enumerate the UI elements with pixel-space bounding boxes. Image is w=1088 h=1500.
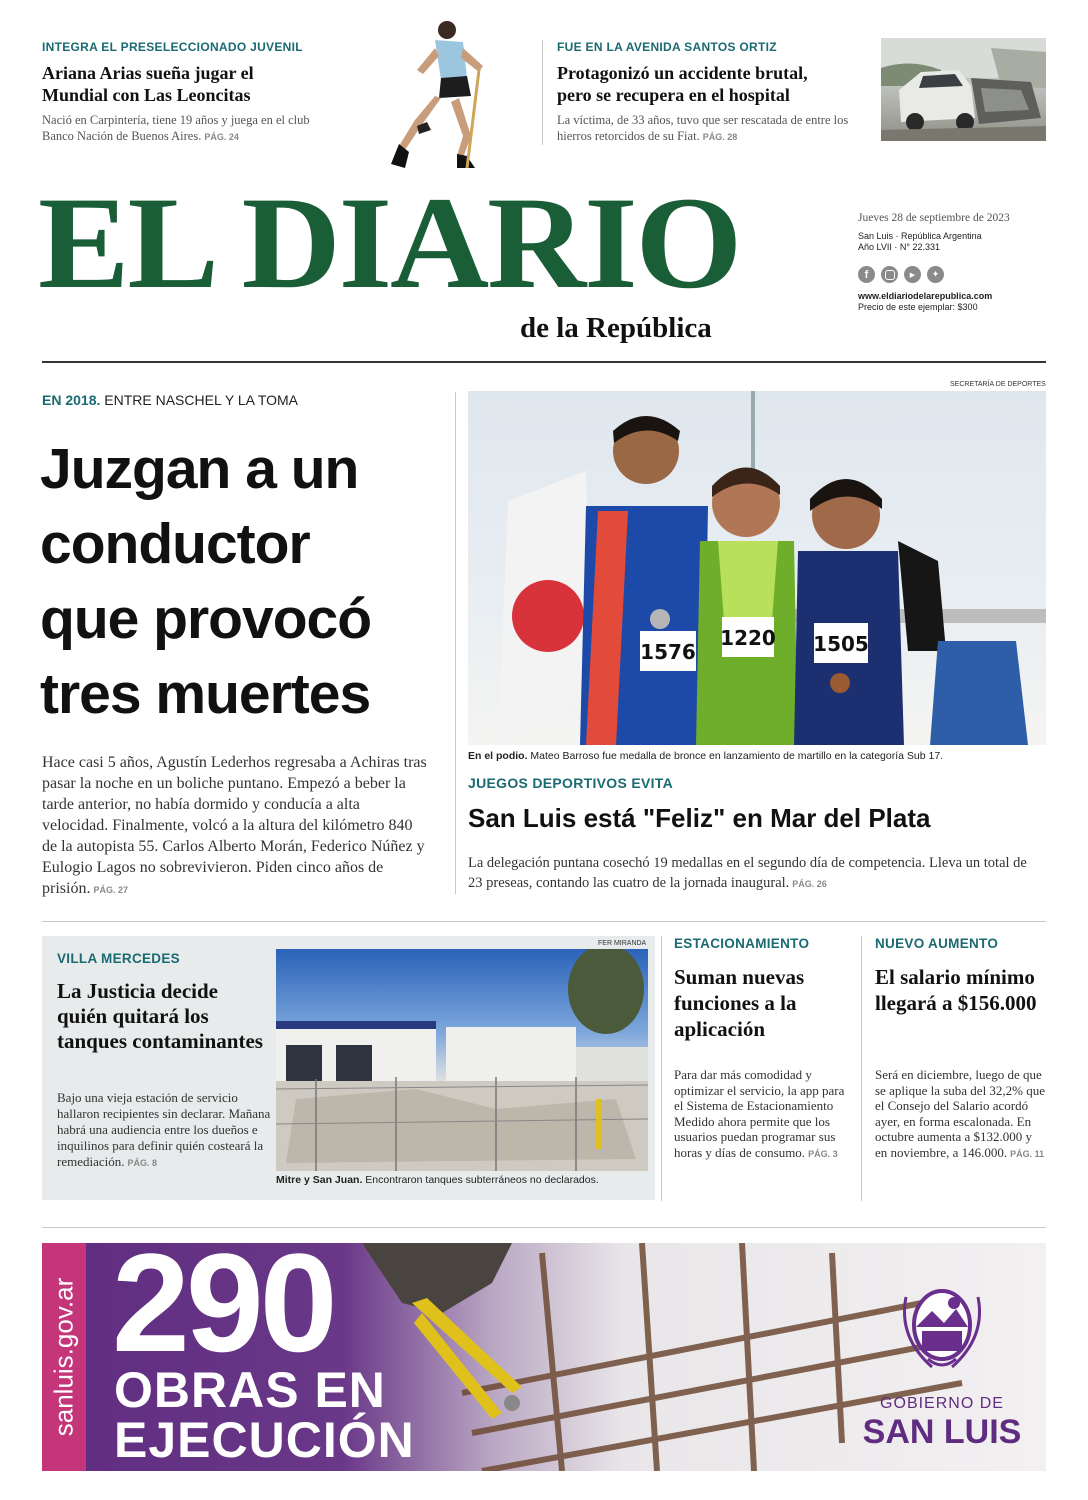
edition-info [858, 212, 1058, 312]
page-ref: PÁG. 27 [93, 885, 128, 895]
youtube-icon[interactable]: ▶ [904, 266, 921, 283]
mercedes-headline[interactable]: La Justicia decide quién quitará los tanques contaminantes [57, 979, 263, 1053]
headline-line: conductor [40, 512, 310, 576]
column-divider [861, 936, 862, 1201]
parking-body: Para dar más comodidad y optimizar el servicio, la app para el Sistema de Estacionamiento Medido ahora permite que los usuarios puedan programar sus horas y días de consumo. PÁG. 3 [674, 1067, 845, 1160]
social-icons [858, 266, 1058, 283]
gov-label: GOBIERNO DE [880, 1395, 1004, 1412]
column-divider [661, 936, 662, 1201]
lead-headline[interactable] [40, 432, 450, 732]
page-ref: PÁG. 24 [204, 132, 239, 142]
teaser-divider [542, 40, 543, 145]
salary-body: Será en diciembre, luego de que se aplique la suba del 32,2% que el Consejo del Salario acordó ayer, en forma escalonada. En octubre aumenta a $132.000 y en noviembre, a 146.000. PÁG. 11 [875, 1067, 1046, 1160]
masthead-name: EL DIARIO [38, 169, 741, 316]
hockey-player-photo [375, 18, 495, 173]
teaser-body: La víctima, de 33 años, tuvo que ser rescatada de entre los hierros retorcidos de su Fiat. PÁG. 28 [557, 113, 849, 143]
page-ref: PÁG. 11 [1010, 1148, 1045, 1159]
website-link[interactable]: www.eldiariodelarepublica.com [858, 291, 993, 301]
teaser-title[interactable]: Protagonizó un accidente brutal, pero se recupera en el hospital [557, 63, 808, 105]
teaser-right[interactable] [557, 40, 867, 145]
lead-kicker [42, 392, 298, 408]
photo-caption: En el podio. Mateo Barroso fue medalla de bronce en lanzamiento de martillo en la categoría Sub 17. [468, 750, 944, 762]
bib-number: 1220 [720, 626, 776, 650]
page-ref: PÁG. 28 [702, 132, 738, 142]
ad-line1: OBRAS EN [114, 1362, 386, 1418]
masthead-logo[interactable] [38, 169, 778, 316]
coat-of-arms-icon [892, 1267, 992, 1377]
section-divider [42, 1227, 1046, 1228]
mercedes-body: Bajo una vieja estación de servicio hallaron recipientes sin declarar. Mañana habrá una audiencia entre los dueños e inquilinos para definir quién costeará la remediación. PÁG. 8 [57, 1090, 271, 1169]
sports-headline[interactable]: San Luis está "Feliz" en Mar del Plata [468, 803, 931, 833]
teaser-left[interactable] [42, 40, 342, 145]
twitter-icon[interactable]: ✦ [927, 266, 944, 283]
mercedes-kicker: VILLA MERCEDES [57, 951, 180, 966]
car-crash-photo[interactable] [881, 38, 1046, 141]
teaser-body: Nació en Carpintería, tiene 19 años y juega en el club Banco Nación de Buenos Aires. PÁG. 24 [42, 113, 310, 143]
photo-credit: SECRETARÍA DE DEPORTES [950, 381, 1046, 388]
masthead-subtitle: de la República [520, 312, 712, 344]
photo-credit: FER MIRANDA [598, 940, 647, 947]
ad-line2: EJECUCIÓN [114, 1412, 415, 1468]
facebook-icon[interactable]: f [858, 266, 875, 283]
price: Precio de este ejemplar: $300 [858, 302, 978, 312]
sports-kicker: JUEGOS DEPORTIVOS EVITA [468, 775, 674, 791]
lead-body: Hace casi 5 años, Agustín Lederhos regresaba a Achiras tras pasar la noche en un boliche puntano. Empezó a beber la tarde anterior, no había dormido y conducía a alta velocidad. Finalmente, volcó a la altura del kilómetro 840 de la autopista 55. Carlos Alberto Morán, Federico Núñez y Eulogio Lagos no sobrevivieron. Piden cinco años de prisión. PÁG. 27 [42, 754, 427, 897]
teaser-title[interactable]: Ariana Arias sueña jugar el Mundial con Las Leoncitas [42, 63, 254, 105]
headline-line: tres muertes [40, 662, 371, 726]
gas-station-photo[interactable] [276, 949, 648, 1171]
ad-number: 290 [112, 1243, 334, 1381]
podium-photo[interactable] [468, 391, 1046, 745]
edition-number: Año LVII · N° 22.331 [858, 242, 940, 252]
gov-name: SAN LUIS [862, 1413, 1022, 1451]
teaser-kicker: FUE EN LA AVENIDA SANTOS ORTIZ [557, 40, 777, 54]
page-ref: PÁG. 8 [127, 1158, 158, 1168]
sports-body: La delegación puntana cosechó 19 medallas en el segundo día de competencia. Lleva un total de 23 preseas, contando las cuatro de la jornada inaugural. PÁG. 26 [468, 855, 1027, 891]
ad-url[interactable]: sanluis.gov.ar [48, 1277, 79, 1437]
masthead-divider [42, 361, 1046, 363]
salary-kicker: NUEVO AUMENTO [875, 936, 999, 951]
headline-line: que provocó [40, 587, 372, 651]
lead-kicker-rest: ENTRE NASCHEL Y LA TOMA [104, 392, 299, 408]
gov-ad-banner[interactable] [42, 1243, 1046, 1471]
teaser-kicker: INTEGRA EL PRESELECCIONADO JUVENIL [42, 40, 303, 54]
bib-number: 1576 [640, 640, 696, 664]
column-divider [455, 392, 456, 894]
issue-date: Jueves 28 de septiembre de 2023 [858, 212, 1010, 224]
lead-kicker-strong: EN 2018. [42, 392, 101, 408]
page-ref: PÁG. 3 [808, 1148, 838, 1159]
parking-headline[interactable]: Suman nuevas funciones a la aplicación [674, 965, 805, 1041]
section-divider [42, 921, 1046, 922]
bib-number: 1505 [813, 632, 869, 656]
location: San Luis · República Argentina [858, 231, 982, 241]
photo-caption: Mitre y San Juan. Encontraron tanques subterráneos no declarados. [276, 1174, 599, 1186]
parking-kicker: ESTACIONAMIENTO [674, 936, 810, 951]
instagram-icon[interactable] [881, 266, 898, 283]
page-ref: PÁG. 26 [792, 879, 827, 889]
headline-line: Juzgan a un [40, 437, 359, 501]
salary-headline[interactable]: El salario mínimo llegará a $156.000 [875, 965, 1037, 1015]
